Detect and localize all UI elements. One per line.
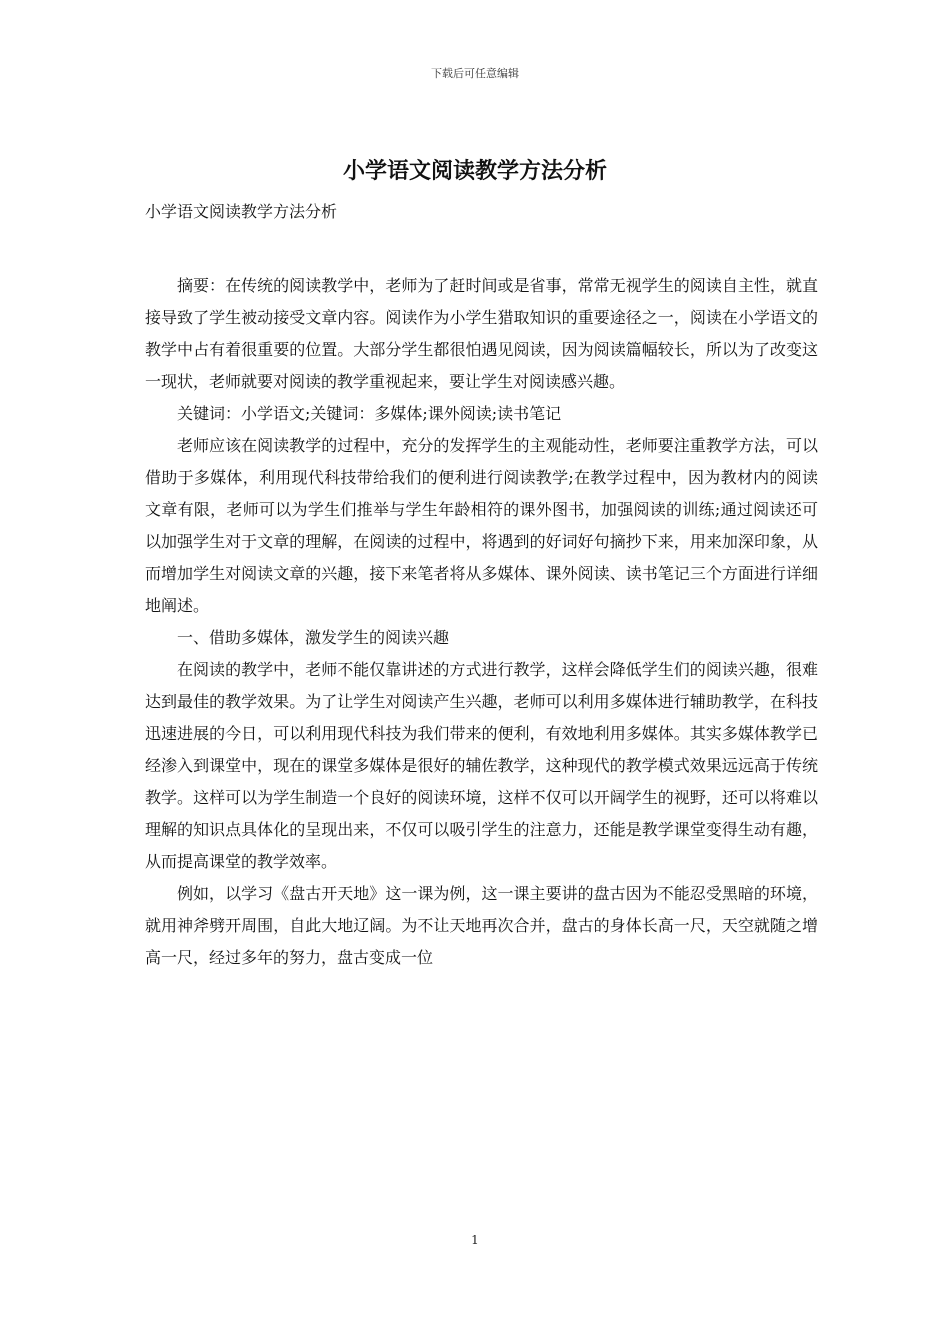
intro-paragraph: 老师应该在阅读教学的过程中，充分的发挥学生的主观能动性，老师要注重教学方法，可以借助于多媒体，利用现代科技带给我们的便利进行阅读教学;在教学过程中，因为教材内的阅读文章有限，老师可以为学生们推举与学生年龄相符的课外图书，加强阅读的训练;通过阅读还可以加强学生对于文章的理解，在阅读的过程中，将遇到的好词好句摘抄下来，用来加深印象，从而增加学生对阅读文章的兴趣，接下来笔者将从多媒体、课外阅读、读书笔记三个方面进行详细地阐述。 xyxy=(145,436,818,615)
example-paragraph: 例如，以学习《盘古开天地》这一课为例，这一课主要讲的盘古因为不能忍受黑暗的环境，就用神斧劈开周围，自此大地辽阔。为不让天地再次合并，盘古的身体长高一尺，天空就随之增高一尺，经过多年的努力，盘古变成一位 xyxy=(145,884,818,967)
document-body xyxy=(145,270,818,974)
keywords-paragraph: 关键词：小学语文;关键词：多媒体;课外阅读;读书笔记 xyxy=(177,404,562,423)
document-title: 小学语文阅读教学方法分析 xyxy=(342,158,607,184)
body-paragraph: 在阅读的教学中，老师不能仅靠讲述的方式进行教学，这样会降低学生们的阅读兴趣，很难达到最佳的教学效果。为了让学生对阅读产生兴趣，老师可以利用多媒体进行辅助教学，在科技迅速进展的今日，可以利用现代科技为我们带来的便利，有效地利用多媒体。其实多媒体教学已经渗入到课堂中，现在的课堂多媒体是很好的辅佐教学，这种现代的教学模式效果远远高于传统教学。这样可以为学生制造一个良好的阅读环境，这样不仅可以开阔学生的视野，还可以将难以理解的知识点具体化的呈现出来，不仅可以吸引学生的注意力，还能是教学课堂变得生动有趣，从而提高课堂的教学效率。 xyxy=(145,660,818,871)
document-subtitle: 小学语文阅读教学方法分析 xyxy=(145,202,338,221)
section-heading-1: 一、借助多媒体，激发学生的阅读兴趣 xyxy=(177,628,450,647)
page-number: 1 xyxy=(471,1233,479,1247)
abstract-paragraph: 摘要：在传统的阅读教学中，老师为了赶时间或是省事，常常无视学生的阅读自主性，就直接导致了学生被动接受文章内容。阅读作为小学生猎取知识的重要途径之一，阅读在小学语文的教学中占有着很重要的位置。大部分学生都很怕遇见阅读，因为阅读篇幅较长，所以为了改变这一现状，老师就要对阅读的教学重视起来，要让学生对阅读感兴趣。 xyxy=(145,276,818,391)
page-header-note: 下载后可任意编辑 xyxy=(431,67,519,80)
